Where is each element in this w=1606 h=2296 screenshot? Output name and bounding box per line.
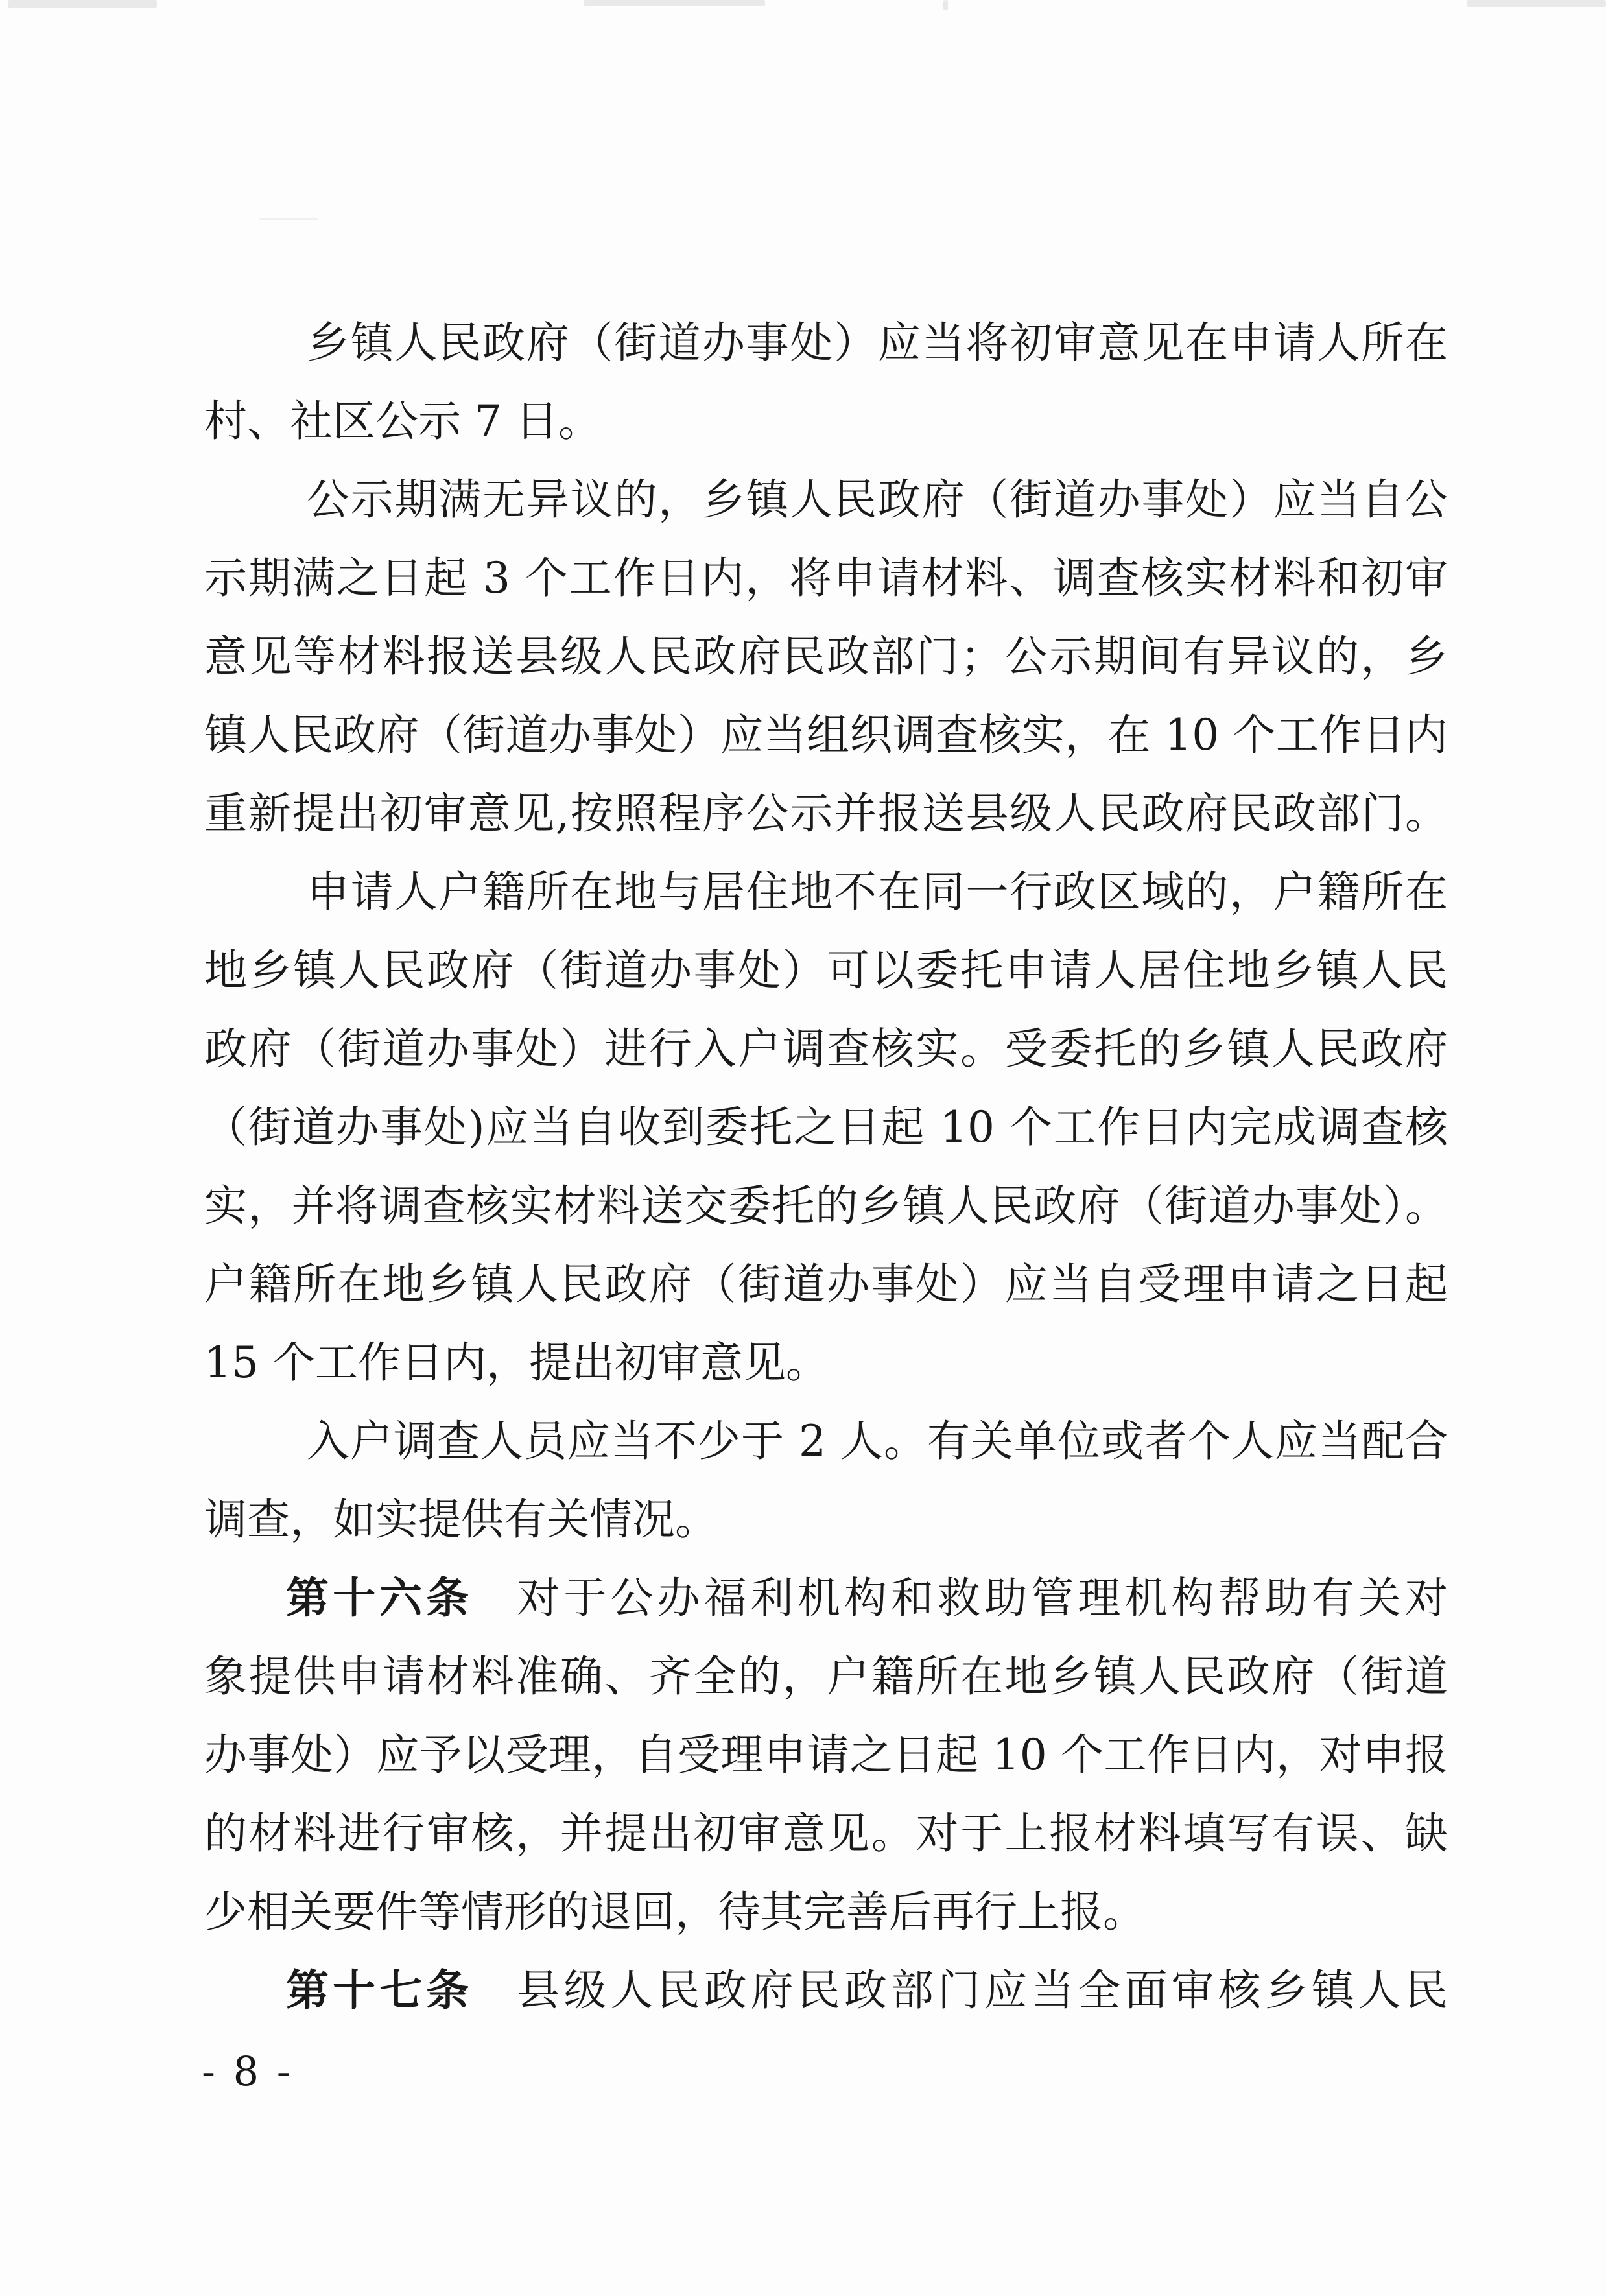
text-line xyxy=(204,931,1448,1010)
text-line xyxy=(204,303,1448,382)
line-text: 户籍所在地乡镇人民政府（街道办事处）应当自受理申请之日起 xyxy=(204,1259,1448,1309)
text-line xyxy=(204,1245,1448,1323)
scan-artifact xyxy=(1467,0,1606,7)
text-line xyxy=(204,382,1448,460)
text-line xyxy=(204,617,1448,696)
line-text: 象提供申请材料准确、齐全的，户籍所在地乡镇人民政府（街道 xyxy=(204,1651,1448,1701)
line-text: 对于公办福利机构和救助管理机构帮助有关对 xyxy=(517,1573,1448,1623)
line-text: 调查，如实提供有关情况。 xyxy=(204,1495,718,1544)
line-text: 实，并将调查核实材料送交委托的乡镇人民政府（街道办事处）。 xyxy=(204,1181,1448,1231)
line-text: 示期满之日起 3 个工作日内，将申请材料、调查核实材料和初审 xyxy=(204,553,1448,603)
line-text: 入户调查人员应当不少于 2 人。有关单位或者个人应当配合 xyxy=(307,1416,1448,1466)
line-text: 的材料进行审核，并提出初审意见。对于上报材料填写有误、缺 xyxy=(204,1808,1448,1858)
text-line xyxy=(204,1951,1448,2030)
line-text: （街道办事处)应当自收到委托之日起 10 个工作日内完成调查核 xyxy=(204,1102,1448,1152)
scan-artifact xyxy=(584,0,765,6)
line-text: 重新提出初审意见,按照程序公示并报送县级人民政府民政部门。 xyxy=(204,788,1448,838)
line-text: 意见等材料报送县级人民政府民政部门；公示期间有异议的，乡 xyxy=(204,632,1448,681)
line-text: 乡镇人民政府（街道办事处）应当将初审意见在申请人所在 xyxy=(307,318,1448,368)
text-line xyxy=(204,1559,1448,1637)
line-text: 少相关要件等情形的退回，待其完善后再行上报。 xyxy=(204,1887,1146,1937)
text-line xyxy=(204,1088,1448,1166)
scan-artifact xyxy=(943,0,948,10)
line-text: 地乡镇人民政府（街道办事处）可以委托申请人居住地乡镇人民 xyxy=(204,945,1448,995)
text-block xyxy=(204,303,1448,2030)
line-text: 申请人户籍所在地与居住地不在同一行政区域的，户籍所在 xyxy=(307,867,1448,917)
text-line xyxy=(204,1716,1448,1794)
scan-artifact xyxy=(259,218,318,220)
line-text: 办事处）应予以受理，自受理申请之日起 10 个工作日内，对申报 xyxy=(204,1730,1448,1780)
line-text: 县级人民政府民政部门应当全面审核乡镇人民 xyxy=(517,1965,1448,2015)
line-text: 公示期满无异议的，乡镇人民政府（街道办事处）应当自公 xyxy=(307,475,1448,525)
line-text: 政府（街道办事处）进行入户调查核实。受委托的乡镇人民政府 xyxy=(204,1024,1448,1074)
text-line xyxy=(204,1323,1448,1402)
page-number: - 8 - xyxy=(202,2048,293,2095)
text-line xyxy=(204,460,1448,539)
text-line xyxy=(204,1873,1448,1951)
article-number: 第十六条 xyxy=(286,1573,473,1623)
text-line xyxy=(204,696,1448,774)
text-line xyxy=(204,1794,1448,1873)
line-text: 15 个工作日内，提出初审意见。 xyxy=(204,1338,829,1388)
text-line xyxy=(204,1637,1448,1716)
text-line xyxy=(204,1010,1448,1088)
text-line xyxy=(204,1402,1448,1480)
line-text: 村、社区公示 7 日。 xyxy=(204,396,601,446)
article-number: 第十七条 xyxy=(286,1965,473,2015)
scan-artifact xyxy=(8,0,157,8)
text-line xyxy=(204,1480,1448,1559)
text-line xyxy=(204,539,1448,617)
text-line xyxy=(204,1166,1448,1245)
text-line xyxy=(204,774,1448,853)
text-line xyxy=(204,853,1448,931)
line-text: 镇人民政府（街道办事处）应当组织调查核实，在 10 个工作日内 xyxy=(204,710,1448,760)
